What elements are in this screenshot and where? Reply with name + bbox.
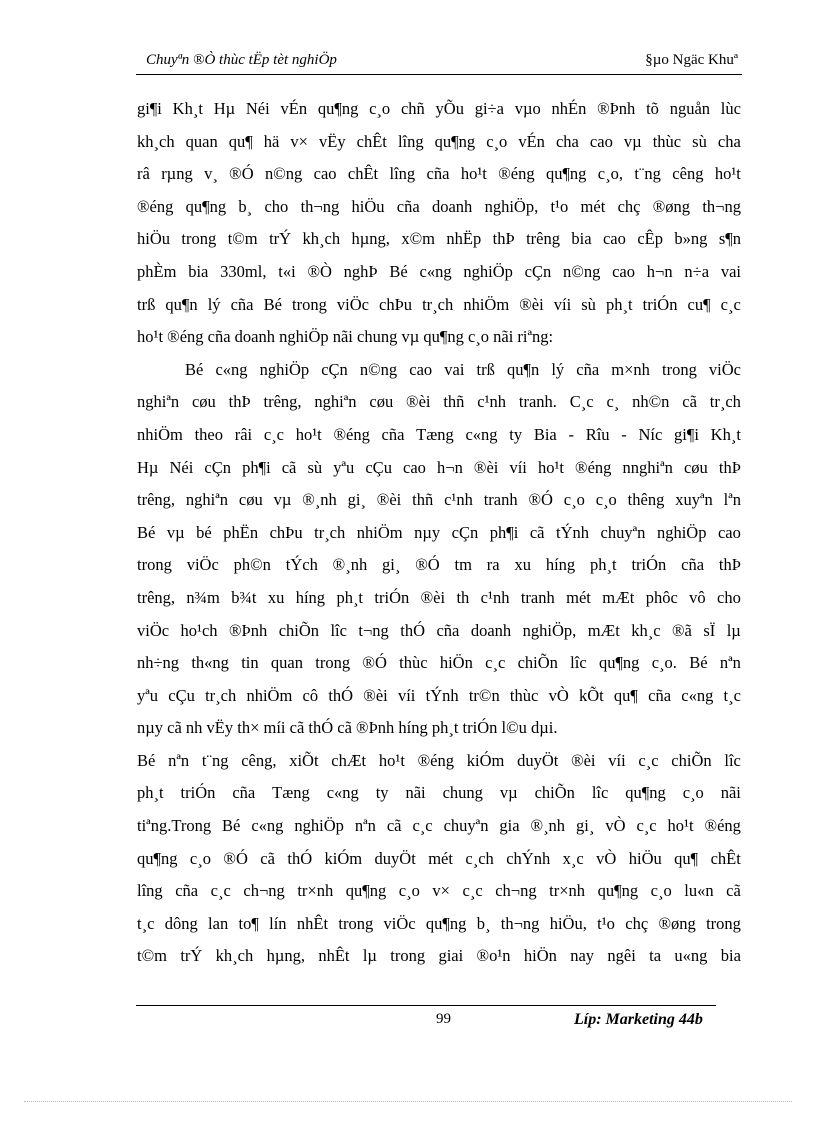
running-header xyxy=(136,50,742,75)
text-line: trêng, nghiªn cøu vµ ®¸nh gi¸ ®èi thñ c¹nh tranh ®Ó c¸o c¸o thêng xuyªn lªn xyxy=(137,490,741,510)
footer-rule xyxy=(136,1005,716,1006)
text-line: Bé c«ng nghiÖp cÇn n©ng cao vai trß qu¶n lý cña m×nh trong viÖc xyxy=(185,359,741,379)
text-line: nh÷ng th«ng tin quan trong ®Ó thùc hiÖn c¸c chiÕn lîc qu¶ng c¸o. Bé nªn xyxy=(137,653,741,673)
header-title: Chuyªn ®Ò thùc tËp tèt nghiÖp xyxy=(146,52,337,68)
text-line: nhiÖm theo râi c¸c ho¹t ®éng cña Tæng c«ng ty Bia - Rîu - Níc gi¶i Kh¸t xyxy=(137,424,741,444)
text-line: t¸c dông lan to¶ lín nhÊt trong viÖc qu¶ng b¸ th¬ng hiÖu, t¹o chç ®øng trong xyxy=(137,913,741,933)
text-line: nghiªn cøu thÞ trêng, nghiªn cøu ®èi thñ c¹nh tranh. C¸c c¸ nh©n cã tr¸ch xyxy=(137,392,741,412)
page-number: 99 xyxy=(436,1011,451,1027)
text-line: trß qu¶n lý cña Bé trong viÖc chÞu tr¸ch nhiÖm ®èi víi sù ph¸t triÓn cu¶ c¸c xyxy=(137,294,741,314)
body-text xyxy=(137,93,741,973)
text-line: ho¹t ®éng cña doanh nghiÖp nãi chung vµ qu¶ng c¸o nãi riªng: xyxy=(137,327,554,347)
text-line: trêng, n¾m b¾t xu híng ph¸t triÓn ®èi th c¹nh tranh mét mÆt phôc vô cho xyxy=(137,587,741,607)
text-line: gi¶i Kh¸t Hµ Néi vÉn qu¶ng c¸o chñ yÕu gi÷a vµo nhÉn ®Þnh tõ nguån lùc xyxy=(137,99,741,118)
text-line: nµy cã nh vËy th× míi cã thÓ cã ®Þnh híng ph¸t triÓn l©u dµi. xyxy=(137,718,558,738)
text-line: ®éng qu¶ng b¸ cho th¬ng hiÖu cña doanh nghiÖp, t¹o mét chç ®øng th¬ng xyxy=(137,196,741,216)
text-line: qu¶ng c¸o ®Ó cã thÓ kiÓm duyÖt mét c¸ch chÝnh x¸c vÒ hiÖu qu¶ chÊt xyxy=(137,848,741,868)
text-line: Bé nªn t¨ng cêng, xiÕt chÆt ho¹t ®éng kiÓm duyÖt ®èi víi c¸c chiÕn lîc xyxy=(137,750,741,770)
text-line: phÈm bia 330ml, t«i ®Ò nghÞ Bé c«ng nghiÖp cÇn n©ng cao h¬n n÷a vai xyxy=(137,261,741,281)
text-line: hiÖu trong t©m trÝ kh¸ch hµng, x©m nhËp thÞ trêng bia cao cÊp b»ng s¶n xyxy=(137,229,741,249)
header-author: §µo Ngäc Khuª xyxy=(645,52,738,68)
text-line: kh¸ch quan qu¶ hä v× vËy chÊt lîng qu¶ng c¸o vÉn cha cao vµ thùc sù cha xyxy=(137,131,741,151)
text-line: tiªng.Trong Bé c«ng nghiÖp nªn cã c¸c chuyªn gia ®¸nh gi¸ vÒ c¸c ho¹t ®éng xyxy=(137,816,741,836)
text-line: trong viÖc ph©n tÝch ®¸nh gi¸ ®Ó tm ra xu híng ph¸t triÓn cña thÞ xyxy=(137,555,741,575)
text-line: Bé vµ bé phËn chÞu tr¸ch nhiÖm nµy cÇn ph¶i cã tÝnh chuyªn nghiÖp cao xyxy=(137,522,741,542)
text-line: lîng cña c¸c ch¬ng tr×nh qu¶ng c¸o v× c¸c ch¬ng tr×nh qu¶ng c¸o lu«n cã xyxy=(137,881,741,901)
text-line: t©m trÝ kh¸ch hµng, nhÊt lµ trong giai ®o¹n hiÖn nay ngêi ta u«ng bia xyxy=(137,946,741,966)
page-edge-dotted-line xyxy=(24,1101,792,1102)
text-line: yªu cÇu tr¸ch nhiÖm cô thÓ ®èi víi tÝnh tr©n thùc vÒ kÕt qu¶ cña c«ng t¸c xyxy=(137,685,741,705)
text-line: râ rµng v¸ ®Ó n©ng cao chÊt lîng cña ho¹t ®éng qu¶ng c¸o, t¨ng cêng ho¹t xyxy=(137,164,741,184)
text-line: ph¸t triÓn cña Tæng c«ng ty nãi chung vµ chiÕn lîc qu¶ng c¸o nãi xyxy=(137,783,741,803)
class-label: Líp: Marketing 44b xyxy=(574,1011,703,1028)
text-line: viÖc ho¹ch ®Þnh chiÕn lîc t¬ng thÓ cña doanh nghiÖp, mÆt kh¸c ®ã sÏ lµ xyxy=(137,620,741,640)
text-line: Hµ Néi cÇn ph¶i cã sù yªu cÇu cao h¬n ®èi víi ho¹t ®éng nnghiªn cøu thÞ xyxy=(137,457,741,477)
